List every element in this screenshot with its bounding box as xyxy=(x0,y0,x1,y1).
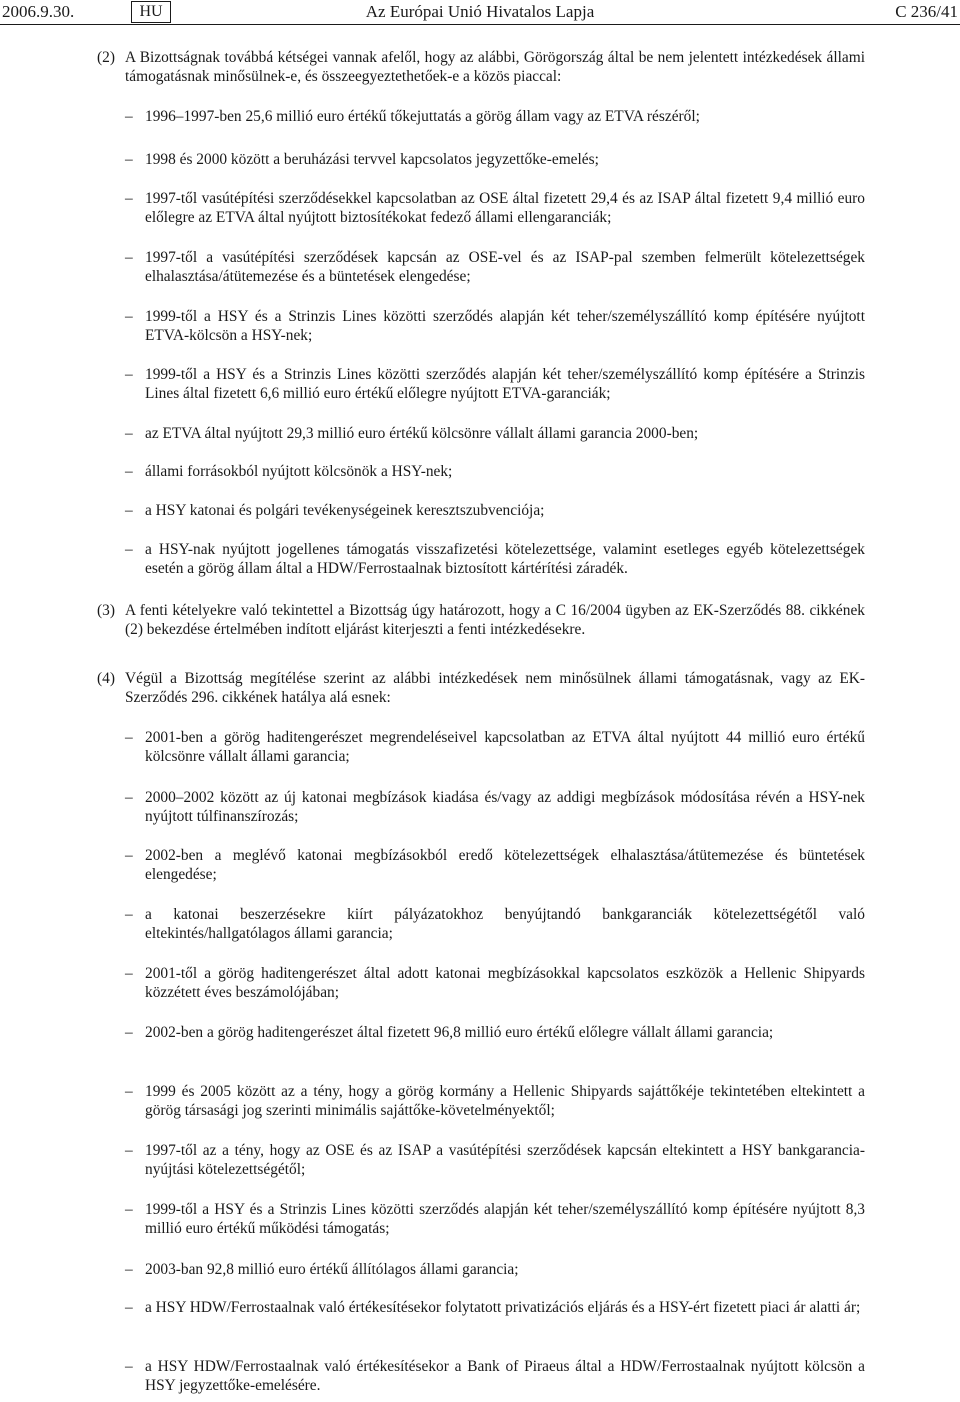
list-item-text: állami forrásokból nyújtott kölcsönök a HSY-nek; xyxy=(145,463,453,480)
dash-marker: – xyxy=(125,366,133,383)
list-item xyxy=(125,365,865,403)
list-item xyxy=(125,1023,865,1042)
journal-title: Az Európai Unió Hivatalos Lapja xyxy=(365,2,595,21)
dash-marker: – xyxy=(125,463,133,480)
list-item xyxy=(125,905,865,943)
list-item xyxy=(125,788,865,826)
list-item-text: 1997-től vasútépítési szerződésekkel kapcsolatban az OSE által fizetett 29,4 és az ISAP által fizetett 9,4 millió euro előlegre az ETVA által nyújtott biztosítékokat fedező állami ellengaranciák; xyxy=(145,190,865,226)
dash-marker: – xyxy=(125,190,133,207)
dash-marker: – xyxy=(125,1142,133,1159)
list-item xyxy=(125,1298,865,1317)
list-item-text: 1998 és 2000 között a beruházási tervvel kapcsolatos jegyzettőke-emelés; xyxy=(145,151,599,168)
list-item-text: 1996–1997-ben 25,6 millió euro értékű tőkejuttatás a görög állam vagy az ETVA részéről; xyxy=(145,108,700,125)
list-item xyxy=(125,1200,865,1238)
dash-marker: – xyxy=(125,151,133,168)
paragraph-4 xyxy=(97,669,865,707)
dash-marker: – xyxy=(125,1201,133,1218)
dash-marker: – xyxy=(125,249,133,266)
dash-marker: – xyxy=(125,502,133,519)
list-item-text: az ETVA által nyújtott 29,3 millió euro értékű kölcsönre vállalt állami garancia 2000-ben; xyxy=(145,425,699,442)
list-item-text: a HSY katonai és polgári tevékenységeinek keresztszubvenciója; xyxy=(145,502,545,519)
dash-marker: – xyxy=(125,906,133,923)
list-item xyxy=(125,189,865,227)
list-item xyxy=(125,1082,865,1120)
list-item-text: 2001-ben a görög haditengerészet megrendeléseivel kapcsolatban az ETVA által nyújtott 44 millió euro értékű kölcsönre vállalt állami garancia; xyxy=(145,729,865,765)
paragraph-number: (3) xyxy=(97,602,115,619)
list-item xyxy=(125,846,865,884)
paragraph-text: Végül a Bizottság megítélése szerint az alábbi intézkedések nem minősülnek állami támogatásnak, vagy az EK-Szerződés 296. cikkének hatálya alá esnek: xyxy=(125,670,865,706)
list-item-text: 1999-től a HSY és a Strinzis Lines közötti szerződés alapján két teher/személyszállító komp építésére nyújtott ETVA-kölcsön a HSY-nek; xyxy=(145,308,865,344)
list-item-text: a HSY HDW/Ferrostaalnak való értékesítésekor folytatott privatizációs eljárás és a HSY-ért fizetett piaci ár alatti ár; xyxy=(145,1299,861,1316)
dash-marker: – xyxy=(125,729,133,746)
list-item xyxy=(125,248,865,286)
paragraph-3 xyxy=(97,601,865,639)
dash-marker: – xyxy=(125,789,133,806)
list-item-text: 2002-ben a meglévő katonai megbízásokból eredő kötelezettségek elhalasztása/átütemezése és büntetések elengedése; xyxy=(145,847,865,883)
header-date: 2006.9.30. xyxy=(2,2,75,21)
list-item-text: 1999-től a HSY és a Strinzis Lines közötti szerződés alapján két teher/személyszállító komp építésére nyújtott 8,3 millió euro értékű működési támogatás; xyxy=(145,1201,865,1237)
paragraph-text: A Bizottságnak továbbá kétségei vannak afelől, hogy az alábbi, Görögország által be nem jelentett intézkedések állami támogatásnak minősülnek-e, és összeegyeztethetőek-e a közös piaccal: xyxy=(125,49,865,85)
list-item-text: 1997-től a vasútépítési szerződések kapcsán az OSE-vel és az ISAP-pal szemben felmerült kötelezettségek elhalasztása/átütemezése és a büntetések elengedése; xyxy=(145,249,865,285)
list-item-text: 2001-től a görög haditengerészet által adott katonai megbízásokkal kapcsolatos eszközök a Hellenic Shipyards közzétett éves beszámolójában; xyxy=(145,965,865,1001)
list-item-text: a katonai beszerzésekre kiírt pályázatokhoz benyújtandó bankgaranciák kötelezettségétől való eltekintés/hallgatólagos állami garancia; xyxy=(145,906,865,942)
dash-marker: – xyxy=(125,1261,133,1278)
page-header xyxy=(0,0,960,26)
dash-marker: – xyxy=(125,847,133,864)
list-item xyxy=(125,1260,865,1279)
list-item xyxy=(125,150,865,169)
dash-marker: – xyxy=(125,425,133,442)
list-item xyxy=(125,540,865,578)
list-item-text: 1999-től a HSY és a Strinzis Lines közötti szerződés alapján két teher/személyszállító komp építésére a Strinzis Lines által fizetett 6,6 millió euro értékű előlegre nyújtott ETVA-garanciák; xyxy=(145,366,865,402)
list-item-text: 2000–2002 között az új katonai megbízások kiadása és/vagy az addigi megbízások módosítása révén a HSY-nek nyújtott túlfinanszírozás; xyxy=(145,789,865,825)
dash-marker: – xyxy=(125,308,133,325)
dash-marker: – xyxy=(125,1358,133,1375)
dash-marker: – xyxy=(125,108,133,125)
list-item xyxy=(125,964,865,1002)
paragraph-text: A fenti kételyekre való tekintettel a Bizottság úgy határozott, hogy a C 16/2004 ügyben az EK-Szerződés 88. cikkének (2) bekezdése értelmében indított eljárást kiterjeszti a fenti intézkedésekre. xyxy=(125,602,865,638)
paragraph-number: (2) xyxy=(97,49,115,66)
dash-marker: – xyxy=(125,1083,133,1100)
header-rule xyxy=(0,24,960,25)
list-item xyxy=(125,307,865,345)
language-badge: HU xyxy=(131,1,171,23)
paragraph-2 xyxy=(97,48,865,86)
dash-marker: – xyxy=(125,1024,133,1041)
list-item-text: 2003-ban 92,8 millió euro értékű állítólagos állami garancia; xyxy=(145,1261,519,1278)
list-item xyxy=(125,107,865,126)
list-item-text: a HSY-nak nyújtott jogellenes támogatás visszafizetési kötelezettsége, valamint esetleges egyéb kötelezettségek esetén a görög állam által a HDW/Ferrostaalnak biztosított kártérítési záradék. xyxy=(145,541,865,577)
dash-marker: – xyxy=(125,965,133,982)
list-item-text: 1997-től az a tény, hogy az OSE és az ISAP a vasútépítési szerződések kapcsán eltekintett a HSY bankgarancia-nyújtási kötelezettségétől; xyxy=(145,1142,865,1178)
list-item xyxy=(125,424,865,443)
paragraph-number: (4) xyxy=(97,670,115,687)
dash-marker: – xyxy=(125,1299,133,1316)
list-item xyxy=(125,728,865,766)
list-item-text: 1999 és 2005 között az a tény, hogy a görög kormány a Hellenic Shipyards sajáttőkéje tekintetében eltekintett a görög társasági jog szerinti minimális sajáttőke-követelményektől; xyxy=(145,1083,865,1119)
list-item-text: a HSY HDW/Ferrostaalnak való értékesítésekor a Bank of Piraeus által a HDW/Ferrostaalnak nyújtott kölcsön a HSY jegyzettőke-emelésére. xyxy=(145,1358,865,1394)
dash-marker: – xyxy=(125,541,133,558)
list-item xyxy=(125,1357,865,1395)
list-item-text: 2002-ben a görög haditengerészet által fizetett 96,8 millió euro értékű előlegre vállalt állami garancia; xyxy=(145,1024,774,1041)
page-number: C 236/41 xyxy=(895,2,958,21)
list-item xyxy=(125,1141,865,1179)
list-item xyxy=(125,462,865,481)
list-item xyxy=(125,501,865,520)
